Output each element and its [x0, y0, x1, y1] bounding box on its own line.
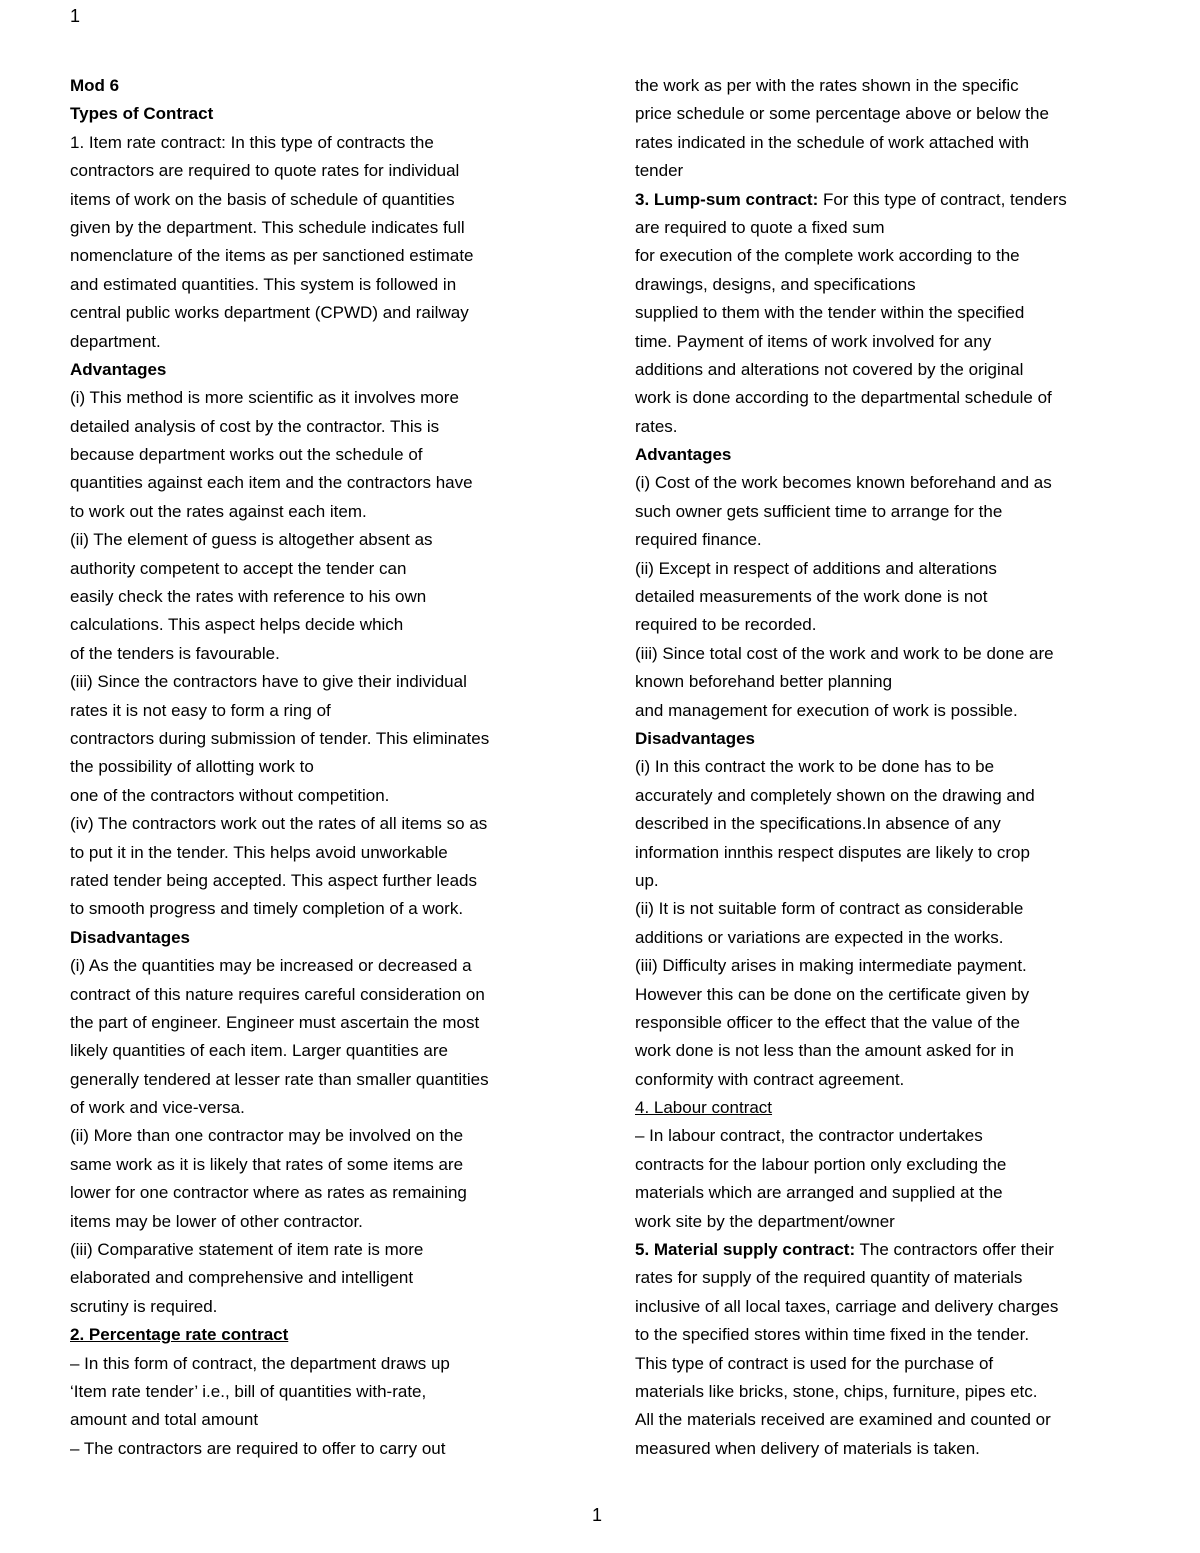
text-segment: drawings, designs, and specifications	[635, 274, 916, 294]
text-line	[70, 753, 580, 781]
text-line	[70, 356, 580, 384]
text-line	[635, 526, 1145, 554]
text-segment: Disadvantages	[70, 927, 190, 947]
text-segment: materials like bricks, stone, chips, furniture, pipes etc.	[635, 1381, 1038, 1401]
text-line	[635, 725, 1145, 753]
text-line	[635, 981, 1145, 1009]
text-segment: rates.	[635, 416, 678, 436]
text-segment: rates indicated in the schedule of work attached with	[635, 132, 1030, 152]
text-segment: authority competent to accept the tender can	[70, 558, 407, 578]
text-line	[70, 186, 580, 214]
text-segment: and estimated quantities. This system is followed in	[70, 274, 457, 294]
text-segment: easily check the rates with reference to his own	[70, 587, 427, 607]
text-line	[70, 1236, 580, 1264]
text-line	[635, 1293, 1145, 1321]
text-segment: 3. Lump-sum contract:	[635, 189, 819, 209]
text-line	[635, 157, 1145, 185]
text-segment: to the specified stores within time fixed in the tender.	[635, 1325, 1030, 1345]
text-segment: This type of contract is used for the purchase of	[635, 1353, 994, 1373]
text-segment: contractors during submission of tender. This eliminates	[70, 728, 490, 748]
text-segment: required to be recorded.	[635, 615, 817, 635]
text-line	[635, 1122, 1145, 1150]
text-segment: (iii) Difficulty arises in making intermediate payment.	[635, 956, 1027, 976]
text-segment: Advantages	[635, 445, 732, 465]
text-line	[635, 469, 1145, 497]
text-line	[635, 895, 1145, 923]
text-segment: are required to quote a fixed sum	[635, 217, 885, 237]
text-line	[70, 725, 580, 753]
text-line	[70, 526, 580, 554]
text-line	[635, 1151, 1145, 1179]
text-line	[635, 1208, 1145, 1236]
text-segment: information innthis respect disputes are likely to crop	[635, 842, 1030, 862]
text-line	[70, 328, 580, 356]
text-line	[70, 895, 580, 923]
text-line	[635, 1236, 1145, 1264]
text-segment: to put it in the tender. This helps avoid unworkable	[70, 842, 448, 862]
text-segment: Types of Contract	[70, 104, 214, 124]
text-line	[70, 1208, 580, 1236]
text-line	[70, 299, 580, 327]
text-segment: the work as per with the rates shown in the specific	[635, 76, 1019, 95]
text-segment: central public works department (CPWD) and railway	[70, 303, 469, 323]
text-segment: conformity with contract agreement.	[635, 1069, 905, 1089]
text-line	[70, 157, 580, 185]
text-segment: tender	[635, 161, 684, 181]
text-line	[70, 1066, 580, 1094]
text-segment: measured when delivery of materials is taken.	[635, 1438, 980, 1458]
text-line	[635, 611, 1145, 639]
text-line	[70, 1264, 580, 1292]
text-segment: contractors are required to quote rates for individual	[70, 161, 460, 181]
text-line	[70, 611, 580, 639]
text-segment: items may be lower of other contractor.	[70, 1211, 363, 1231]
text-segment: (ii) More than one contractor may be involved on the	[70, 1126, 464, 1146]
text-segment: work site by the department/owner	[635, 1211, 895, 1231]
text-line	[635, 214, 1145, 242]
text-line	[70, 441, 580, 469]
text-line	[635, 299, 1145, 327]
right-column	[635, 72, 1145, 1463]
text-line	[70, 72, 580, 100]
text-segment: because department works out the schedule of	[70, 445, 423, 465]
text-line	[635, 129, 1145, 157]
text-line	[70, 1179, 580, 1207]
text-segment: – In labour contract, the contractor undertakes	[635, 1126, 983, 1146]
text-segment: detailed analysis of cost by the contractor. This is	[70, 416, 440, 436]
text-segment: quantities against each item and the contractors have	[70, 473, 473, 493]
text-line	[70, 1293, 580, 1321]
text-segment: up.	[635, 870, 659, 890]
text-segment: time. Payment of items of work involved for any	[635, 331, 992, 351]
text-line	[70, 555, 580, 583]
text-segment: Mod 6	[70, 76, 120, 95]
text-line	[635, 1094, 1145, 1122]
text-line	[635, 668, 1145, 696]
text-segment: (i) Cost of the work becomes known beforehand and as	[635, 473, 1052, 493]
text-segment: (ii) It is not suitable form of contract as considerable	[635, 899, 1024, 919]
text-line	[635, 753, 1145, 781]
text-segment: additions or variations are expected in the works.	[635, 927, 1004, 947]
text-line	[635, 1264, 1145, 1292]
text-line	[70, 810, 580, 838]
text-segment: detailed measurements of the work done is not	[635, 587, 988, 607]
text-segment: price schedule or some percentage above or below the	[635, 104, 1049, 124]
text-line	[635, 100, 1145, 128]
left-column	[70, 72, 580, 1463]
text-line	[70, 413, 580, 441]
text-line	[70, 839, 580, 867]
text-segment: – The contractors are required to offer to carry out	[70, 1438, 446, 1458]
text-segment: department.	[70, 331, 161, 351]
text-segment: one of the contractors without competition.	[70, 785, 390, 805]
text-segment: additions and alterations not covered by the original	[635, 359, 1024, 379]
text-segment: Advantages	[70, 359, 167, 379]
text-segment: 4. Labour contract	[635, 1098, 773, 1118]
page-number-bottom: 1	[592, 1505, 603, 1525]
text-segment: 2. Percentage rate contract	[70, 1325, 289, 1345]
text-line	[70, 1037, 580, 1065]
text-line	[70, 1350, 580, 1378]
text-segment: described in the specifications.In absence of any	[635, 814, 1001, 834]
text-segment: the possibility of allotting work to	[70, 757, 314, 777]
text-segment: responsible officer to the effect that the value of the	[635, 1012, 1020, 1032]
text-line	[70, 271, 580, 299]
text-line	[635, 413, 1145, 441]
text-line	[635, 697, 1145, 725]
text-segment: work done is not less than the amount asked for in	[635, 1041, 1014, 1061]
text-segment: (i) This method is more scientific as it involves more	[70, 388, 459, 408]
text-line	[635, 1406, 1145, 1434]
text-line	[635, 1378, 1145, 1406]
text-segment: same work as it is likely that rates of some items are	[70, 1154, 464, 1174]
text-line	[70, 1151, 580, 1179]
text-line	[70, 640, 580, 668]
text-segment: 5. Material supply contract:	[635, 1240, 856, 1260]
text-segment: work is done according to the departmental schedule of	[635, 388, 1052, 408]
text-line	[70, 100, 580, 128]
text-segment: (iii) Since total cost of the work and work to be done are	[635, 643, 1054, 663]
text-line	[70, 668, 580, 696]
text-line	[70, 214, 580, 242]
text-line	[70, 1122, 580, 1150]
text-line	[635, 782, 1145, 810]
text-line	[635, 839, 1145, 867]
text-segment: Disadvantages	[635, 728, 755, 748]
text-segment: for execution of the complete work according to the	[635, 246, 1020, 266]
text-line	[635, 1321, 1145, 1349]
text-line	[70, 1094, 580, 1122]
text-segment: items of work on the basis of schedule of quantities	[70, 189, 455, 209]
text-segment: scrutiny is required.	[70, 1296, 218, 1316]
text-line	[635, 328, 1145, 356]
text-line	[635, 1037, 1145, 1065]
text-line	[635, 867, 1145, 895]
text-segment: (i) As the quantities may be increased or decreased a	[70, 956, 472, 976]
text-line	[70, 242, 580, 270]
text-segment: All the materials received are examined and counted or	[635, 1410, 1051, 1430]
text-line	[635, 640, 1145, 668]
text-segment: (i) In this contract the work to be done has to be	[635, 757, 995, 777]
text-line	[70, 1406, 580, 1434]
text-segment: required finance.	[635, 530, 762, 550]
text-segment: rates it is not easy to form a ring of	[70, 700, 331, 720]
text-segment: and management for execution of work is possible.	[635, 700, 1018, 720]
text-line	[635, 1009, 1145, 1037]
text-line	[70, 498, 580, 526]
text-line	[635, 1066, 1145, 1094]
text-segment: rated tender being accepted. This aspect further leads	[70, 870, 477, 890]
text-line	[635, 952, 1145, 980]
text-segment: – In this form of contract, the department draws up	[70, 1353, 450, 1373]
text-segment: accurately and completely shown on the drawing and	[635, 785, 1035, 805]
text-line	[635, 1350, 1145, 1378]
text-segment: contracts for the labour portion only excluding the	[635, 1154, 1007, 1174]
text-line	[70, 924, 580, 952]
text-line	[70, 697, 580, 725]
text-segment: contract of this nature requires careful consideration on	[70, 984, 485, 1004]
text-segment: (iv) The contractors work out the rates of all items so as	[70, 814, 488, 834]
text-segment: to work out the rates against each item.	[70, 501, 367, 521]
text-segment: However this can be done on the certificate given by	[635, 984, 1030, 1004]
text-segment: (iii) Since the contractors have to give their individual	[70, 672, 467, 692]
text-segment: nomenclature of the items as per sanctioned estimate	[70, 246, 474, 266]
text-line	[70, 952, 580, 980]
text-segment: (iii) Comparative statement of item rate is more	[70, 1240, 424, 1260]
text-segment: rates for supply of the required quantity of materials	[635, 1268, 1023, 1288]
text-line	[635, 271, 1145, 299]
text-line	[635, 1435, 1145, 1463]
text-segment: lower for one contractor where as rates as remaining	[70, 1183, 467, 1203]
text-segment: given by the department. This schedule indicates full	[70, 217, 465, 237]
text-segment: such owner gets sufficient time to arrange for the	[635, 501, 1003, 521]
text-segment: 1. Item rate contract: In this type of contracts the	[70, 132, 434, 152]
text-line	[70, 129, 580, 157]
page-number-top: 1	[70, 6, 81, 26]
text-segment: ‘Item rate tender’ i.e., bill of quantities with-rate,	[70, 1381, 427, 1401]
text-line	[70, 1378, 580, 1406]
text-line	[70, 867, 580, 895]
text-line	[635, 924, 1145, 952]
text-line	[635, 810, 1145, 838]
text-line	[635, 72, 1145, 100]
text-line	[70, 469, 580, 497]
text-segment: the part of engineer. Engineer must ascertain the most	[70, 1012, 480, 1032]
text-line	[635, 356, 1145, 384]
text-segment: materials which are arranged and supplied at the	[635, 1183, 1003, 1203]
text-line	[70, 1009, 580, 1037]
text-segment: amount and total amount	[70, 1410, 259, 1430]
text-line	[70, 1435, 580, 1463]
text-segment: to smooth progress and timely completion of a work.	[70, 899, 464, 919]
text-line	[70, 583, 580, 611]
text-segment: (ii) Except in respect of additions and alterations	[635, 558, 997, 578]
text-segment: elaborated and comprehensive and intelligent	[70, 1268, 414, 1288]
text-line	[635, 242, 1145, 270]
text-segment: known beforehand better planning	[635, 672, 893, 692]
text-line	[635, 583, 1145, 611]
text-segment: supplied to them with the tender within the specified	[635, 303, 1025, 323]
text-line	[70, 384, 580, 412]
text-segment: calculations. This aspect helps decide which	[70, 615, 404, 635]
text-segment: of work and vice-versa.	[70, 1098, 245, 1118]
text-segment: For this type of contract, tenders	[818, 189, 1067, 209]
text-segment: The contractors offer their	[855, 1240, 1054, 1260]
text-line	[635, 1179, 1145, 1207]
text-segment: of the tenders is favourable.	[70, 643, 280, 663]
text-segment: likely quantities of each item. Larger quantities are	[70, 1041, 448, 1061]
text-segment: (ii) The element of guess is altogether absent as	[70, 530, 433, 550]
text-line	[635, 555, 1145, 583]
text-line	[70, 782, 580, 810]
text-line	[70, 1321, 580, 1349]
text-line	[635, 498, 1145, 526]
text-line	[635, 441, 1145, 469]
text-segment: inclusive of all local taxes, carriage and delivery charges	[635, 1296, 1059, 1316]
text-line	[635, 186, 1145, 214]
text-line	[635, 384, 1145, 412]
text-segment: generally tendered at lesser rate than smaller quantities	[70, 1069, 489, 1089]
text-line	[70, 981, 580, 1009]
